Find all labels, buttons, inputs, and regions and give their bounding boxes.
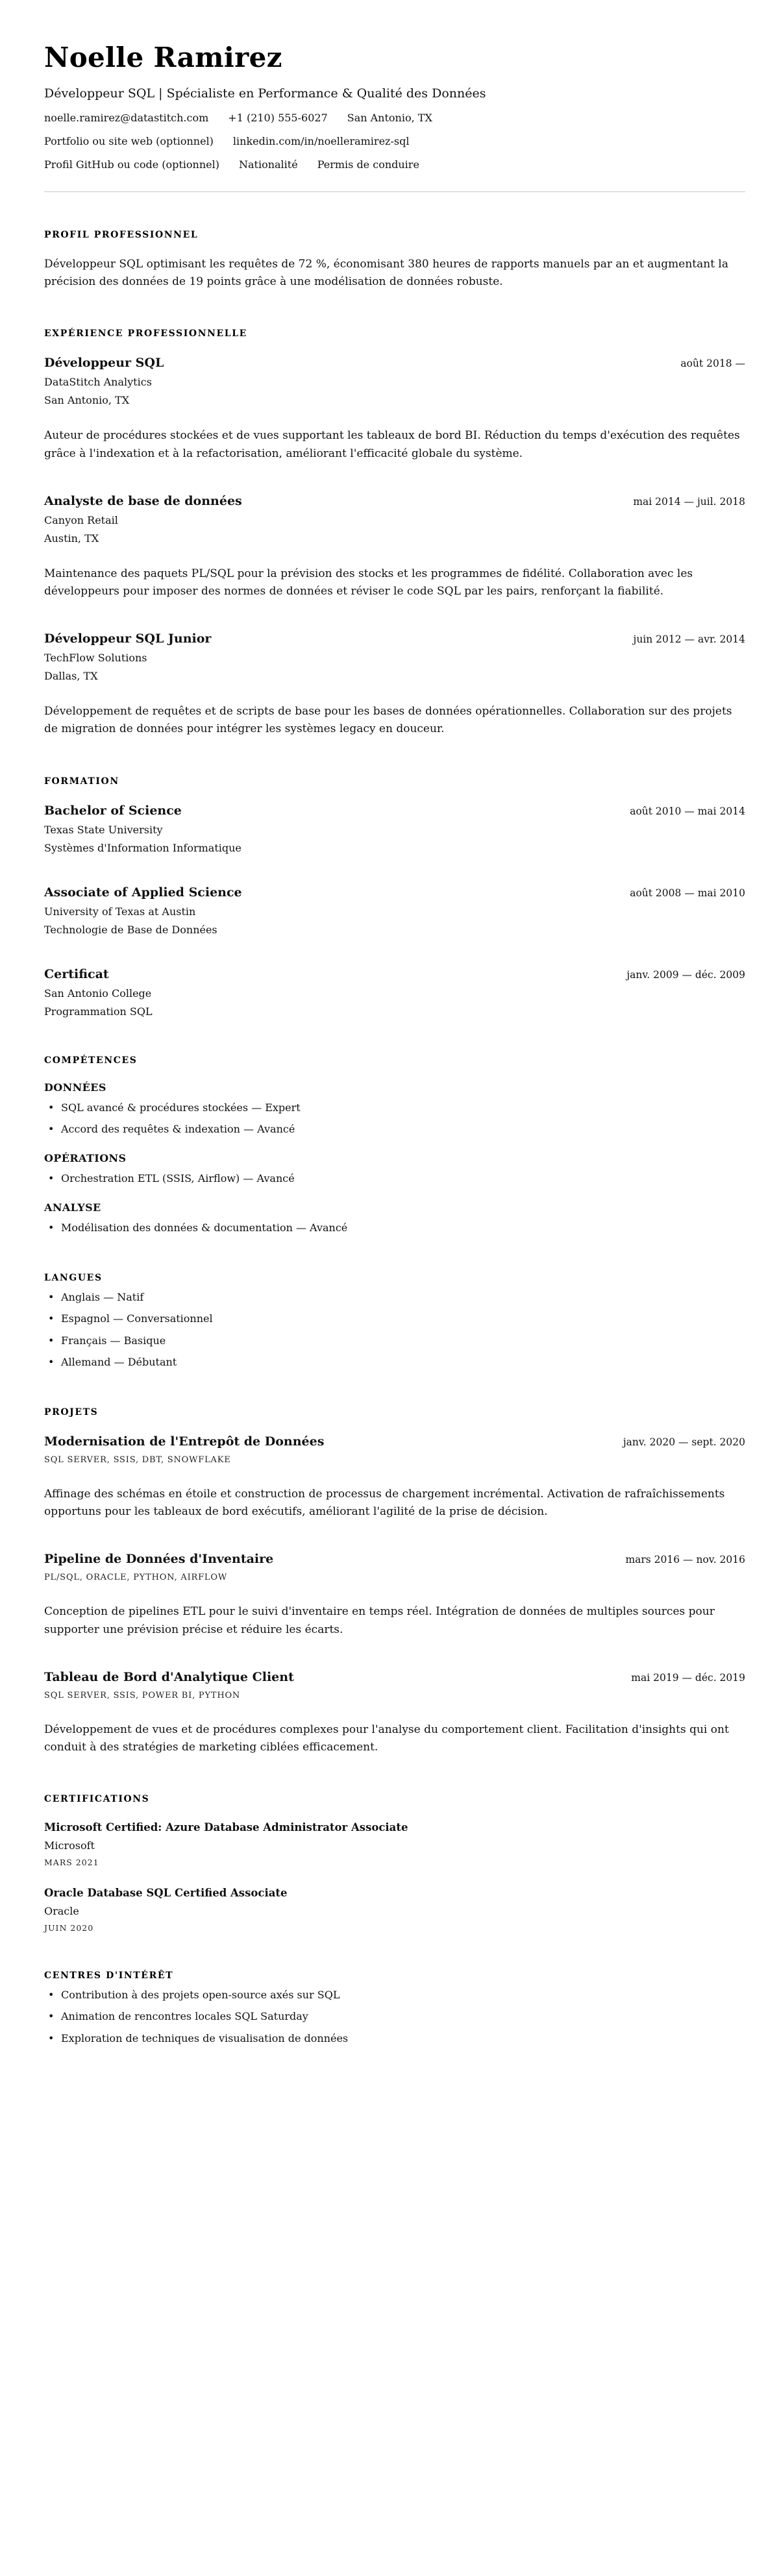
certification-date: MARS 2021 [44,1858,99,1868]
skill-list [44,1100,745,1136]
certification-issuer: Microsoft [44,1839,95,1852]
project-entry [44,1552,745,1638]
project-entry [44,1670,745,1756]
school-name: University of Texas at Austin [44,905,196,918]
experience-entry [44,494,745,600]
job-company: Canyon Retail [44,513,118,526]
skill-item: • Orchestration ETL (SSIS, Airflow) — Avancé [44,1171,745,1186]
skill-list [44,1171,745,1186]
field-of-study: Technologie de Base de Données [44,923,217,936]
skill-group [44,1152,745,1186]
certification-title: Microsoft Certified: Azure Database Administrator Associate [44,1821,408,1834]
project-title: Pipeline de Données d'Inventaire [44,1552,274,1567]
field-of-study: Programmation SQL [44,1005,153,1018]
section-experience [44,328,745,738]
language-item: • Espagnol — Conversationnel [44,1311,745,1326]
project-title: Modernisation de l'Entrepôt de Données [44,1434,325,1449]
contact-portfolio: Portfolio ou site web (optionnel) [44,135,214,147]
job-location: Dallas, TX [44,670,98,683]
job-company: TechFlow Solutions [44,652,147,665]
interest-item: • Contribution à des projets open-source axés sur SQL [44,1987,745,2002]
education-entry [44,885,745,936]
section-education [44,776,745,1018]
section-heading-experience: EXPÉRIENCE PROFESSIONNELLE [44,328,247,339]
entry-head [44,1552,745,1566]
section-heading-education: FORMATION [44,776,119,787]
project-stack: PL/SQL, ORACLE, PYTHON, AIRFLOW [44,1573,227,1583]
school-name: Texas State University [44,823,163,836]
education-entry [44,967,745,1018]
project-stack: SQL SERVER, SSIS, DBT, SNOWFLAKE [44,1455,231,1465]
degree-title: Certificat [44,966,109,981]
contact-linkedin[interactable]: linkedin.com/in/noelleramirez-sql [232,135,410,147]
contact-github: Profil GitHub ou code (optionnel) [44,158,219,171]
project-entry [44,1434,745,1521]
section-languages [44,1273,745,1369]
degree-title: Bachelor of Science [44,803,182,818]
job-description: Développement de requêtes et de scripts de base pour les bases de données opérationnelles. Collaboration sur des projets de migration de données pour intégrer les systèmes legacy en douceur. [44,705,732,736]
section-interests [44,1970,745,2046]
skill-group [44,1081,745,1136]
skill-group-name: OPÉRATIONS [44,1151,127,1164]
resume-header [44,42,745,192]
job-location: Austin, TX [44,532,99,545]
section-heading-profile: PROFIL PROFESSIONNEL [44,230,199,240]
certification-title: Oracle Database SQL Certified Associate [44,1887,288,1900]
skill-group-name: DONNÉES [44,1081,106,1094]
section-certifications [44,1794,745,1933]
job-title: Développeur SQL Junior [44,632,212,646]
job-dates: juin 2012 — avr. 2014 [633,633,745,646]
interest-list [44,1987,745,2046]
entry-head [44,494,745,508]
section-heading-skills: COMPÉTENCES [44,1055,138,1066]
section-heading-languages: LANGUES [44,1273,103,1284]
skill-item: • Accord des requêtes & indexation — Avancé [44,1122,745,1136]
experience-entry [44,632,745,738]
contact-location: San Antonio, TX [347,112,432,124]
contact-row-2 [44,135,745,147]
skill-item: • SQL avancé & procédures stockées — Expert [44,1100,745,1115]
entry-head [44,356,745,370]
project-description: Affinage des schémas en étoile et construction de processus de chargement incrémental. Activation de rafraîchissements opportuns pour les tableaux de bord exécutifs, améliorant l'agilité de la prise de décision. [44,1488,725,1519]
language-item: • Anglais — Natif [44,1290,745,1305]
entry-head [44,1670,745,1684]
job-location: San Antonio, TX [44,394,130,407]
interest-item: • Exploration de techniques de visualisation de données [44,2031,745,2046]
contact-email[interactable]: noelle.ramirez@datastitch.com [44,112,209,124]
section-heading-projects: PROJETS [44,1407,99,1417]
contact-row-1 [44,112,745,124]
section-projects [44,1407,745,1756]
school-name: San Antonio College [44,987,152,1000]
project-description: Développement de vues et de procédures complexes pour l'analyse du comportement client. Facilitation d'insights qui ont conduit à des stratégies de marketing ciblées efficacement. [44,1723,729,1754]
project-dates: mars 2016 — nov. 2016 [625,1554,745,1566]
job-description: Auteur de procédures stockées et de vues supportant les tableaux de bord BI. Réduction du temps d'exécution des requêtes grâce à l'indexation et à la refactorisation, améliorant l'efficacité globale du système. [44,429,740,460]
section-profile [44,230,745,291]
contact-driving-license: Permis de conduire [317,158,419,171]
project-dates: mai 2019 — déc. 2019 [631,1671,745,1684]
resume-headline: Développeur SQL | Spécialiste en Performance & Qualité des Données [44,86,486,101]
section-heading-interests: CENTRES D'INTÉRÊT [44,1970,174,1981]
job-description: Maintenance des paquets PL/SQL pour la prévision des stocks et les programmes de fidélité. Collaboration avec les développeurs pour imposer des normes de données et réviser le code SQL par les pairs, renforçant la fiabilité. [44,567,693,598]
certification-entry [44,1887,745,1933]
profile-text: Développeur SQL optimisant les requêtes de 72 %, économisant 380 heures de rapports manuels par an et augmentant la précision des données de 19 points grâce à une modélisation de données robuste. [44,258,729,289]
language-item: • Français — Basique [44,1333,745,1348]
language-item: • Allemand — Débutant [44,1355,745,1369]
job-dates: mai 2014 — juil. 2018 [633,495,745,508]
contact-phone: +1 (210) 555-6027 [228,112,328,124]
entry-head [44,885,745,900]
field-of-study: Systèmes d'Information Informatique [44,841,241,854]
section-skills [44,1055,745,1236]
header-divider [44,191,745,192]
experience-entry [44,356,745,462]
project-stack: SQL SERVER, SSIS, POWER BI, PYTHON [44,1690,241,1700]
job-title: Analyste de base de données [44,493,242,508]
education-entry [44,803,745,854]
language-list [44,1290,745,1369]
project-description: Conception de pipelines ETL pour le suivi d'inventaire en temps réel. Intégration de données de multiples sources pour supporter une prévision précise et réduire les écarts. [44,1605,715,1636]
section-heading-certifications: CERTIFICATIONS [44,1794,150,1805]
degree-dates: janv. 2009 — déc. 2009 [626,968,745,981]
degree-dates: août 2010 — mai 2014 [630,805,745,817]
entry-head [44,803,745,818]
project-title: Tableau de Bord d'Analytique Client [44,1669,294,1684]
contact-nationality: Nationalité [238,158,298,171]
entry-head [44,1434,745,1449]
resume-name: Noelle Ramirez [44,42,282,73]
interest-item: • Animation de rencontres locales SQL Saturday [44,2009,745,2024]
certification-issuer: Oracle [44,1905,79,1918]
skill-group-name: ANALYSE [44,1201,101,1214]
degree-dates: août 2008 — mai 2010 [630,887,745,899]
job-dates: août 2018 — [680,358,745,370]
certification-date: JUIN 2020 [44,1923,94,1933]
entry-head [44,632,745,646]
skill-list [44,1220,745,1235]
skill-item: • Modélisation des données & documentation — Avancé [44,1220,745,1235]
entry-head [44,967,745,981]
degree-title: Associate of Applied Science [44,885,242,900]
job-company: DataStitch Analytics [44,376,152,389]
project-dates: janv. 2020 — sept. 2020 [623,1436,745,1448]
contact-row-3 [44,158,745,171]
job-title: Développeur SQL [44,356,164,371]
certification-entry [44,1821,745,1867]
skill-group [44,1201,745,1235]
